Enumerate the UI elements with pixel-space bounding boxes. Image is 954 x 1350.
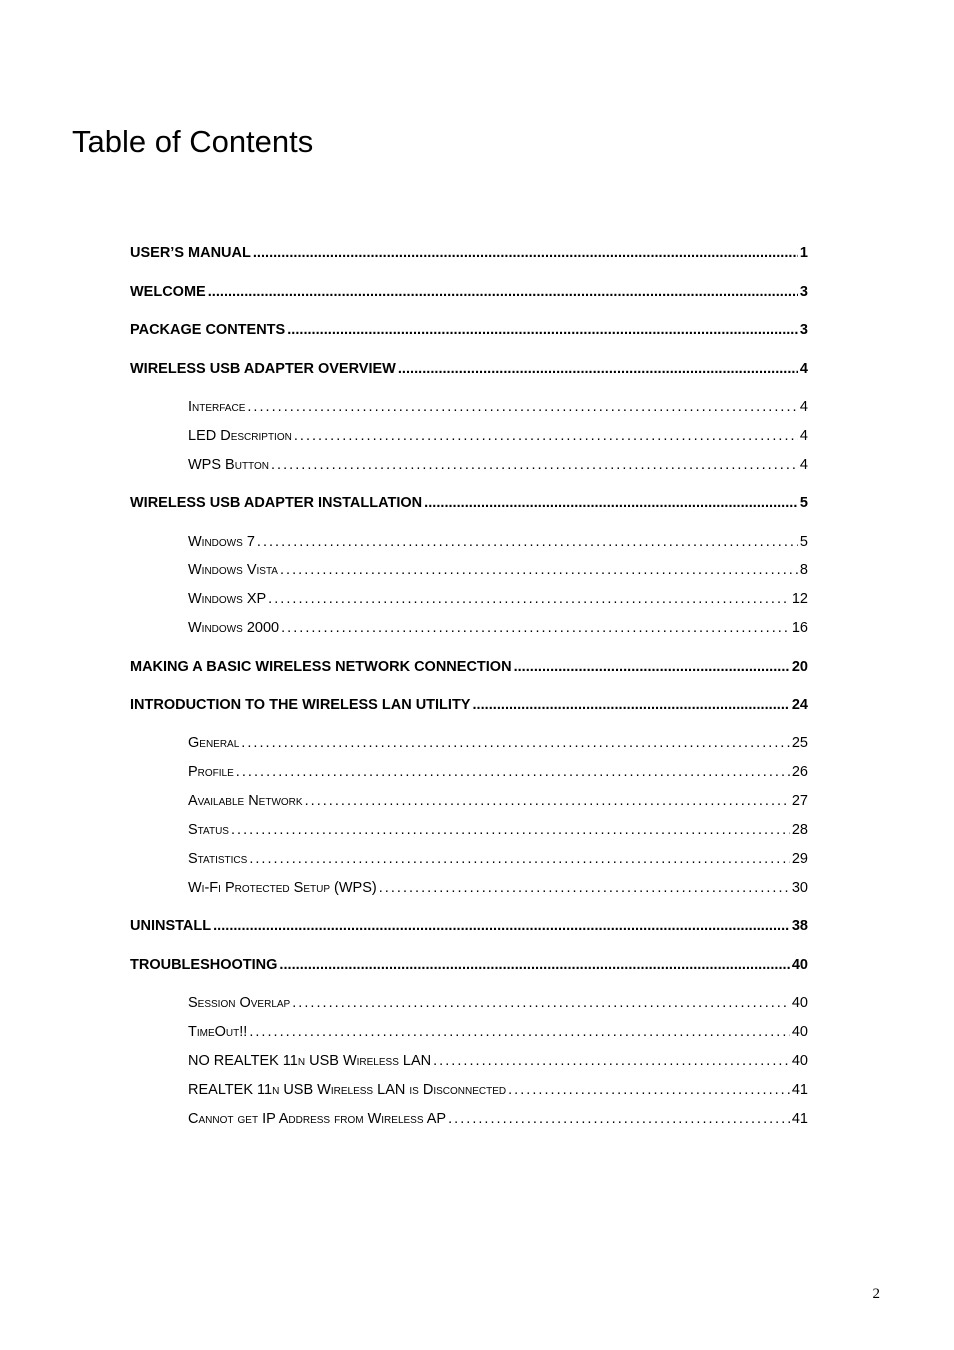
toc-entry-lan-utility[interactable] — [130, 697, 808, 713]
toc-entry-package-contents[interactable] — [130, 322, 808, 338]
toc-leader — [292, 995, 790, 1011]
toc-entry-page: 29 — [791, 851, 808, 867]
toc-entry-page: 5 — [799, 495, 808, 511]
toc-entry-page: 24 — [791, 697, 808, 713]
toc-leader — [287, 322, 798, 338]
toc-entry-label: INTRODUCTION TO THE WIRELESS LAN UTILITY — [130, 697, 471, 713]
toc-leader — [236, 764, 790, 780]
toc-entry-page: 27 — [791, 793, 808, 809]
toc-leader — [279, 957, 789, 973]
toc-entry-status[interactable] — [188, 822, 808, 838]
toc-entry-label: TimeOut!! — [188, 1024, 248, 1040]
toc-entry-label: Session Overlap — [188, 995, 291, 1011]
toc-leader — [398, 361, 798, 377]
toc-entry-page: 26 — [791, 764, 808, 780]
toc-entry-cannot-get-ip[interactable] — [188, 1111, 808, 1127]
toc-entry-page: 40 — [791, 1024, 808, 1040]
toc-leader — [253, 245, 798, 261]
toc-entry-label: PACKAGE CONTENTS — [130, 322, 286, 338]
toc-entry-realtek-disconnected[interactable] — [188, 1082, 808, 1098]
toc-entry-label: NO REALTEK 11n USB Wireless LAN — [188, 1053, 432, 1069]
toc-entry-page: 4 — [799, 457, 808, 473]
toc-leader — [424, 495, 798, 511]
toc-entry-windows-2000[interactable] — [188, 620, 808, 636]
toc-entry-adapter-overview[interactable] — [130, 361, 808, 377]
toc-entry-label: WPS Button — [188, 457, 269, 473]
toc-leader — [249, 851, 790, 867]
toc-entry-label: Interface — [188, 399, 246, 415]
toc-entry-label: Wi-Fi Protected Setup (WPS) — [188, 880, 377, 896]
toc-entry-label: USER’S MANUAL — [130, 245, 251, 261]
toc-entry-session-overlap[interactable] — [188, 995, 808, 1011]
toc-entry-uninstall[interactable] — [130, 918, 808, 934]
page-title: Table of Contents — [72, 124, 314, 159]
toc-leader — [305, 793, 790, 809]
toc-entry-page: 4 — [799, 361, 808, 377]
toc-leader — [208, 284, 798, 300]
toc-entry-wps-button[interactable] — [188, 457, 808, 473]
toc-leader — [213, 918, 790, 934]
toc-entry-windows-7[interactable] — [188, 534, 808, 550]
toc-leader — [280, 562, 798, 578]
toc-entry-label: Statistics — [188, 851, 248, 867]
toc-entry-label: Windows 2000 — [188, 620, 280, 636]
toc-entry-label: WELCOME — [130, 284, 206, 300]
toc-leader — [231, 822, 790, 838]
toc-entry-page: 3 — [799, 284, 808, 300]
toc-entry-label: General — [188, 735, 240, 751]
toc-entry-label: LED Description — [188, 428, 292, 444]
toc-entry-label: Profile — [188, 764, 234, 780]
toc-entry-label: WIRELESS USB ADAPTER INSTALLATION — [130, 495, 423, 511]
toc-entry-page: 30 — [791, 880, 808, 896]
toc-entry-label: TROUBLESHOOTING — [130, 957, 278, 973]
toc-entry-page: 12 — [791, 591, 808, 607]
toc-entry-label: REALTEK 11n USB Wireless LAN is Disconnected — [188, 1082, 507, 1098]
toc-entry-adapter-installation[interactable] — [130, 495, 808, 511]
toc-entry-page: 38 — [791, 918, 808, 934]
toc-entry-troubleshooting[interactable] — [130, 957, 808, 973]
toc-entry-label: Available Network — [188, 793, 303, 809]
toc-entry-welcome[interactable] — [130, 284, 808, 300]
toc-entry-page: 5 — [799, 534, 808, 550]
page-number: 2 — [872, 1286, 880, 1302]
toc-entry-general[interactable] — [188, 735, 808, 751]
toc-entry-page: 40 — [791, 995, 808, 1011]
toc-entry-page: 4 — [799, 399, 808, 415]
toc-entry-profile[interactable] — [188, 764, 808, 780]
toc-entry-windows-vista[interactable] — [188, 562, 808, 578]
toc-leader — [257, 534, 798, 550]
toc-entry-available-network[interactable] — [188, 793, 808, 809]
toc-entry-label: UNINSTALL — [130, 918, 212, 934]
toc-entry-page: 1 — [799, 245, 808, 261]
toc-leader — [247, 399, 798, 415]
toc-leader — [433, 1053, 790, 1069]
toc-entry-label: Cannot get IP Address from Wireless AP — [188, 1111, 447, 1127]
toc-leader — [294, 428, 798, 444]
toc-entry-timeout[interactable] — [188, 1024, 808, 1040]
toc-entry-basic-connection[interactable] — [130, 659, 808, 675]
toc-leader — [241, 735, 790, 751]
toc-entry-users-manual[interactable] — [130, 245, 808, 261]
toc-entry-led-description[interactable] — [188, 428, 808, 444]
toc-leader — [249, 1024, 790, 1040]
toc-entry-page: 28 — [791, 822, 808, 838]
toc-leader — [268, 591, 790, 607]
toc-entry-page: 4 — [799, 428, 808, 444]
toc-leader — [508, 1082, 790, 1098]
toc-leader — [514, 659, 790, 675]
toc-entry-label: Windows Vista — [188, 562, 278, 578]
toc-entry-label: WIRELESS USB ADAPTER OVERVIEW — [130, 361, 396, 377]
toc-entry-no-realtek[interactable] — [188, 1053, 808, 1069]
toc-entry-page: 3 — [799, 322, 808, 338]
toc-entry-label: MAKING A BASIC WIRELESS NETWORK CONNECTION — [130, 659, 512, 675]
toc-leader — [448, 1111, 790, 1127]
toc-entry-page: 40 — [791, 957, 808, 973]
toc-entry-statistics[interactable] — [188, 851, 808, 867]
toc-leader — [271, 457, 798, 473]
toc-entry-page: 20 — [791, 659, 808, 675]
toc-entry-label: Windows XP — [188, 591, 267, 607]
toc-entry-page: 16 — [791, 620, 808, 636]
toc-entry-page: 25 — [791, 735, 808, 751]
toc-entry-page: 40 — [791, 1053, 808, 1069]
toc-entry-page: 41 — [791, 1082, 808, 1098]
toc-entry-label: Windows 7 — [188, 534, 255, 550]
toc-entry-interface[interactable] — [188, 399, 808, 415]
toc-leader — [281, 620, 790, 636]
toc-entry-label: Status — [188, 822, 229, 838]
toc-leader — [379, 880, 790, 896]
toc-leader — [472, 697, 789, 713]
toc-entry-page: 8 — [799, 562, 808, 578]
toc-entry-windows-xp[interactable] — [188, 591, 808, 607]
toc-entry-page: 41 — [791, 1111, 808, 1127]
toc-entry-wps-setup[interactable] — [188, 880, 808, 896]
